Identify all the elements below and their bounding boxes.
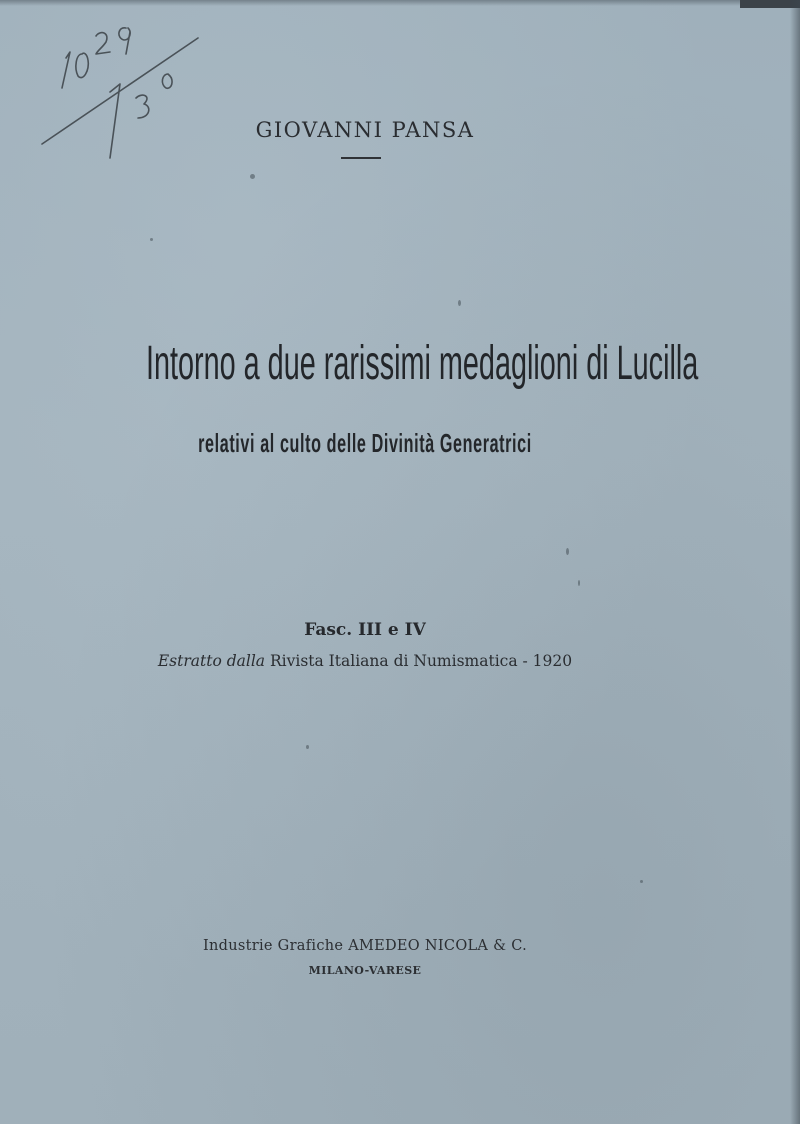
paper-speck [306,745,309,749]
book-subtitle: relativi al culto delle Divinità Generatrici [198,428,532,458]
book-title: Intorno a due rarissimi medaglioni di Lucilla [145,337,699,390]
pencil-digit-2a [96,33,110,54]
paper-speck [578,580,580,586]
pencil-digit-3 [136,95,149,118]
pencil-digit-0a [76,53,88,77]
author-name: GIOVANNI PANSA [255,118,475,142]
paper-speck [250,174,255,179]
paper-speck [640,880,643,883]
extract-note [0,652,730,670]
paper-speck [458,300,461,306]
author-divider [341,157,381,159]
cover-top-shadow [0,0,800,6]
extract-lead: Estratto dalla [157,652,266,670]
issue-label: Fasc. III e IV [304,620,426,640]
pencil-digit-0b [162,74,172,88]
printer-place: MILANO-VARESE [308,964,422,977]
paper-speck [150,238,153,241]
cover-right-shadow [790,0,800,1124]
paper-speck [566,548,569,555]
pencil-digit-1a [62,52,70,88]
printer-name: Industrie Grafiche AMEDEO NICOLA & C. [202,938,528,954]
journal-name: Rivista Italiana di Numismatica - 1920 [269,652,573,670]
pencil-annotation [40,10,200,170]
pencil-digit-9a [119,28,130,54]
